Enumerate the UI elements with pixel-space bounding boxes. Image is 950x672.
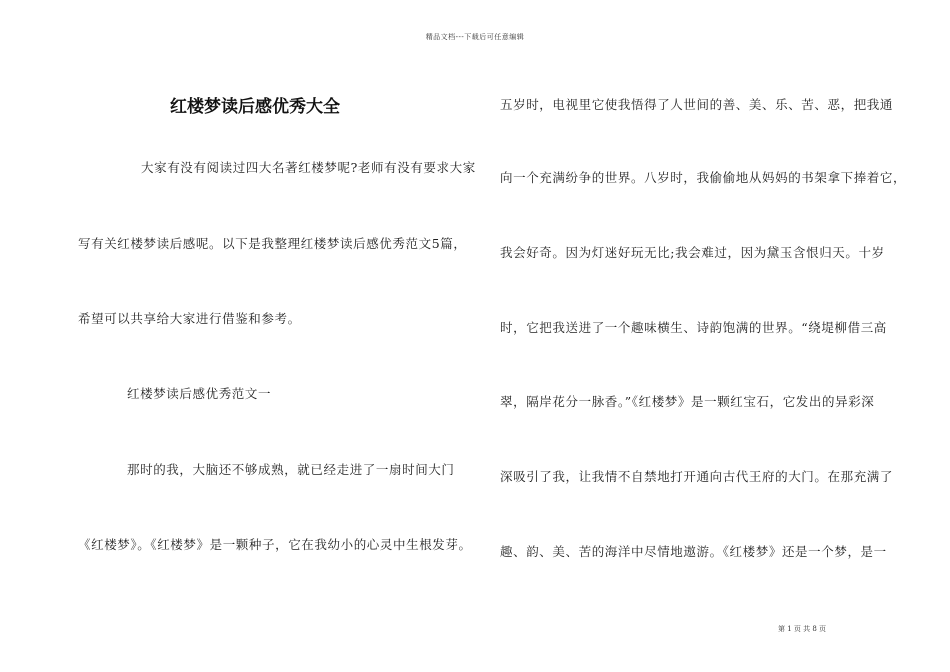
right-paragraph-line: 翠，隔岸花分一脉香。”《红楼梦》是一颗红宝石，它发出的异彩深 — [500, 394, 875, 409]
right-paragraph-line: 我会好奇。因为灯迷好玩无比;我会难过，因为黛玉含恨归天。十岁 — [500, 245, 885, 260]
left-paragraph-line: 写有关红楼梦读后感呢。以下是我整理红楼梦读后感优秀范文5篇， — [78, 236, 467, 251]
document-title: 红楼梦读后感优秀大全 — [170, 97, 340, 117]
section-heading: 红楼梦读后感优秀范文一 — [127, 386, 272, 401]
left-paragraph-line: 希望可以共享给大家进行借鉴和参考。 — [78, 311, 301, 326]
left-paragraph-line: 那时的我，大脑还不够成熟，就已经走进了一扇时间大门 — [127, 462, 455, 477]
left-paragraph-line: 《红楼梦》。《红楼梦》是一颗种子，它在我幼小的心灵中生根发芽。 — [78, 537, 472, 552]
left-paragraph-line: 大家有没有阅读过四大名著红楼梦呢?老师有没有要求大家 — [141, 160, 476, 175]
right-paragraph-line: 时，它把我送进了一个趣味横生、诗韵饱满的世界。“绕堤柳借三高 — [500, 320, 887, 335]
right-paragraph-line: 趣、韵、美、苦的海洋中尽情地遨游。《红楼梦》还是一个梦，是一 — [500, 544, 887, 559]
page-number-footer: 第 1 页 共 8 页 — [778, 625, 827, 633]
page-header: 精品文档---下载后可任意编辑 — [425, 33, 525, 41]
right-paragraph-line: 五岁时，电视里它使我悟得了人世间的善、美、乐、苦、恶，把我通 — [500, 97, 894, 112]
right-paragraph-line: 深吸引了我，让我情不自禁地打开通向古代王府的大门。在那充满了 — [500, 469, 894, 484]
right-paragraph-line: 向一个充满纷争的世界。八岁时，我偷偷地从妈妈的书架拿下捧着它， — [500, 170, 907, 185]
